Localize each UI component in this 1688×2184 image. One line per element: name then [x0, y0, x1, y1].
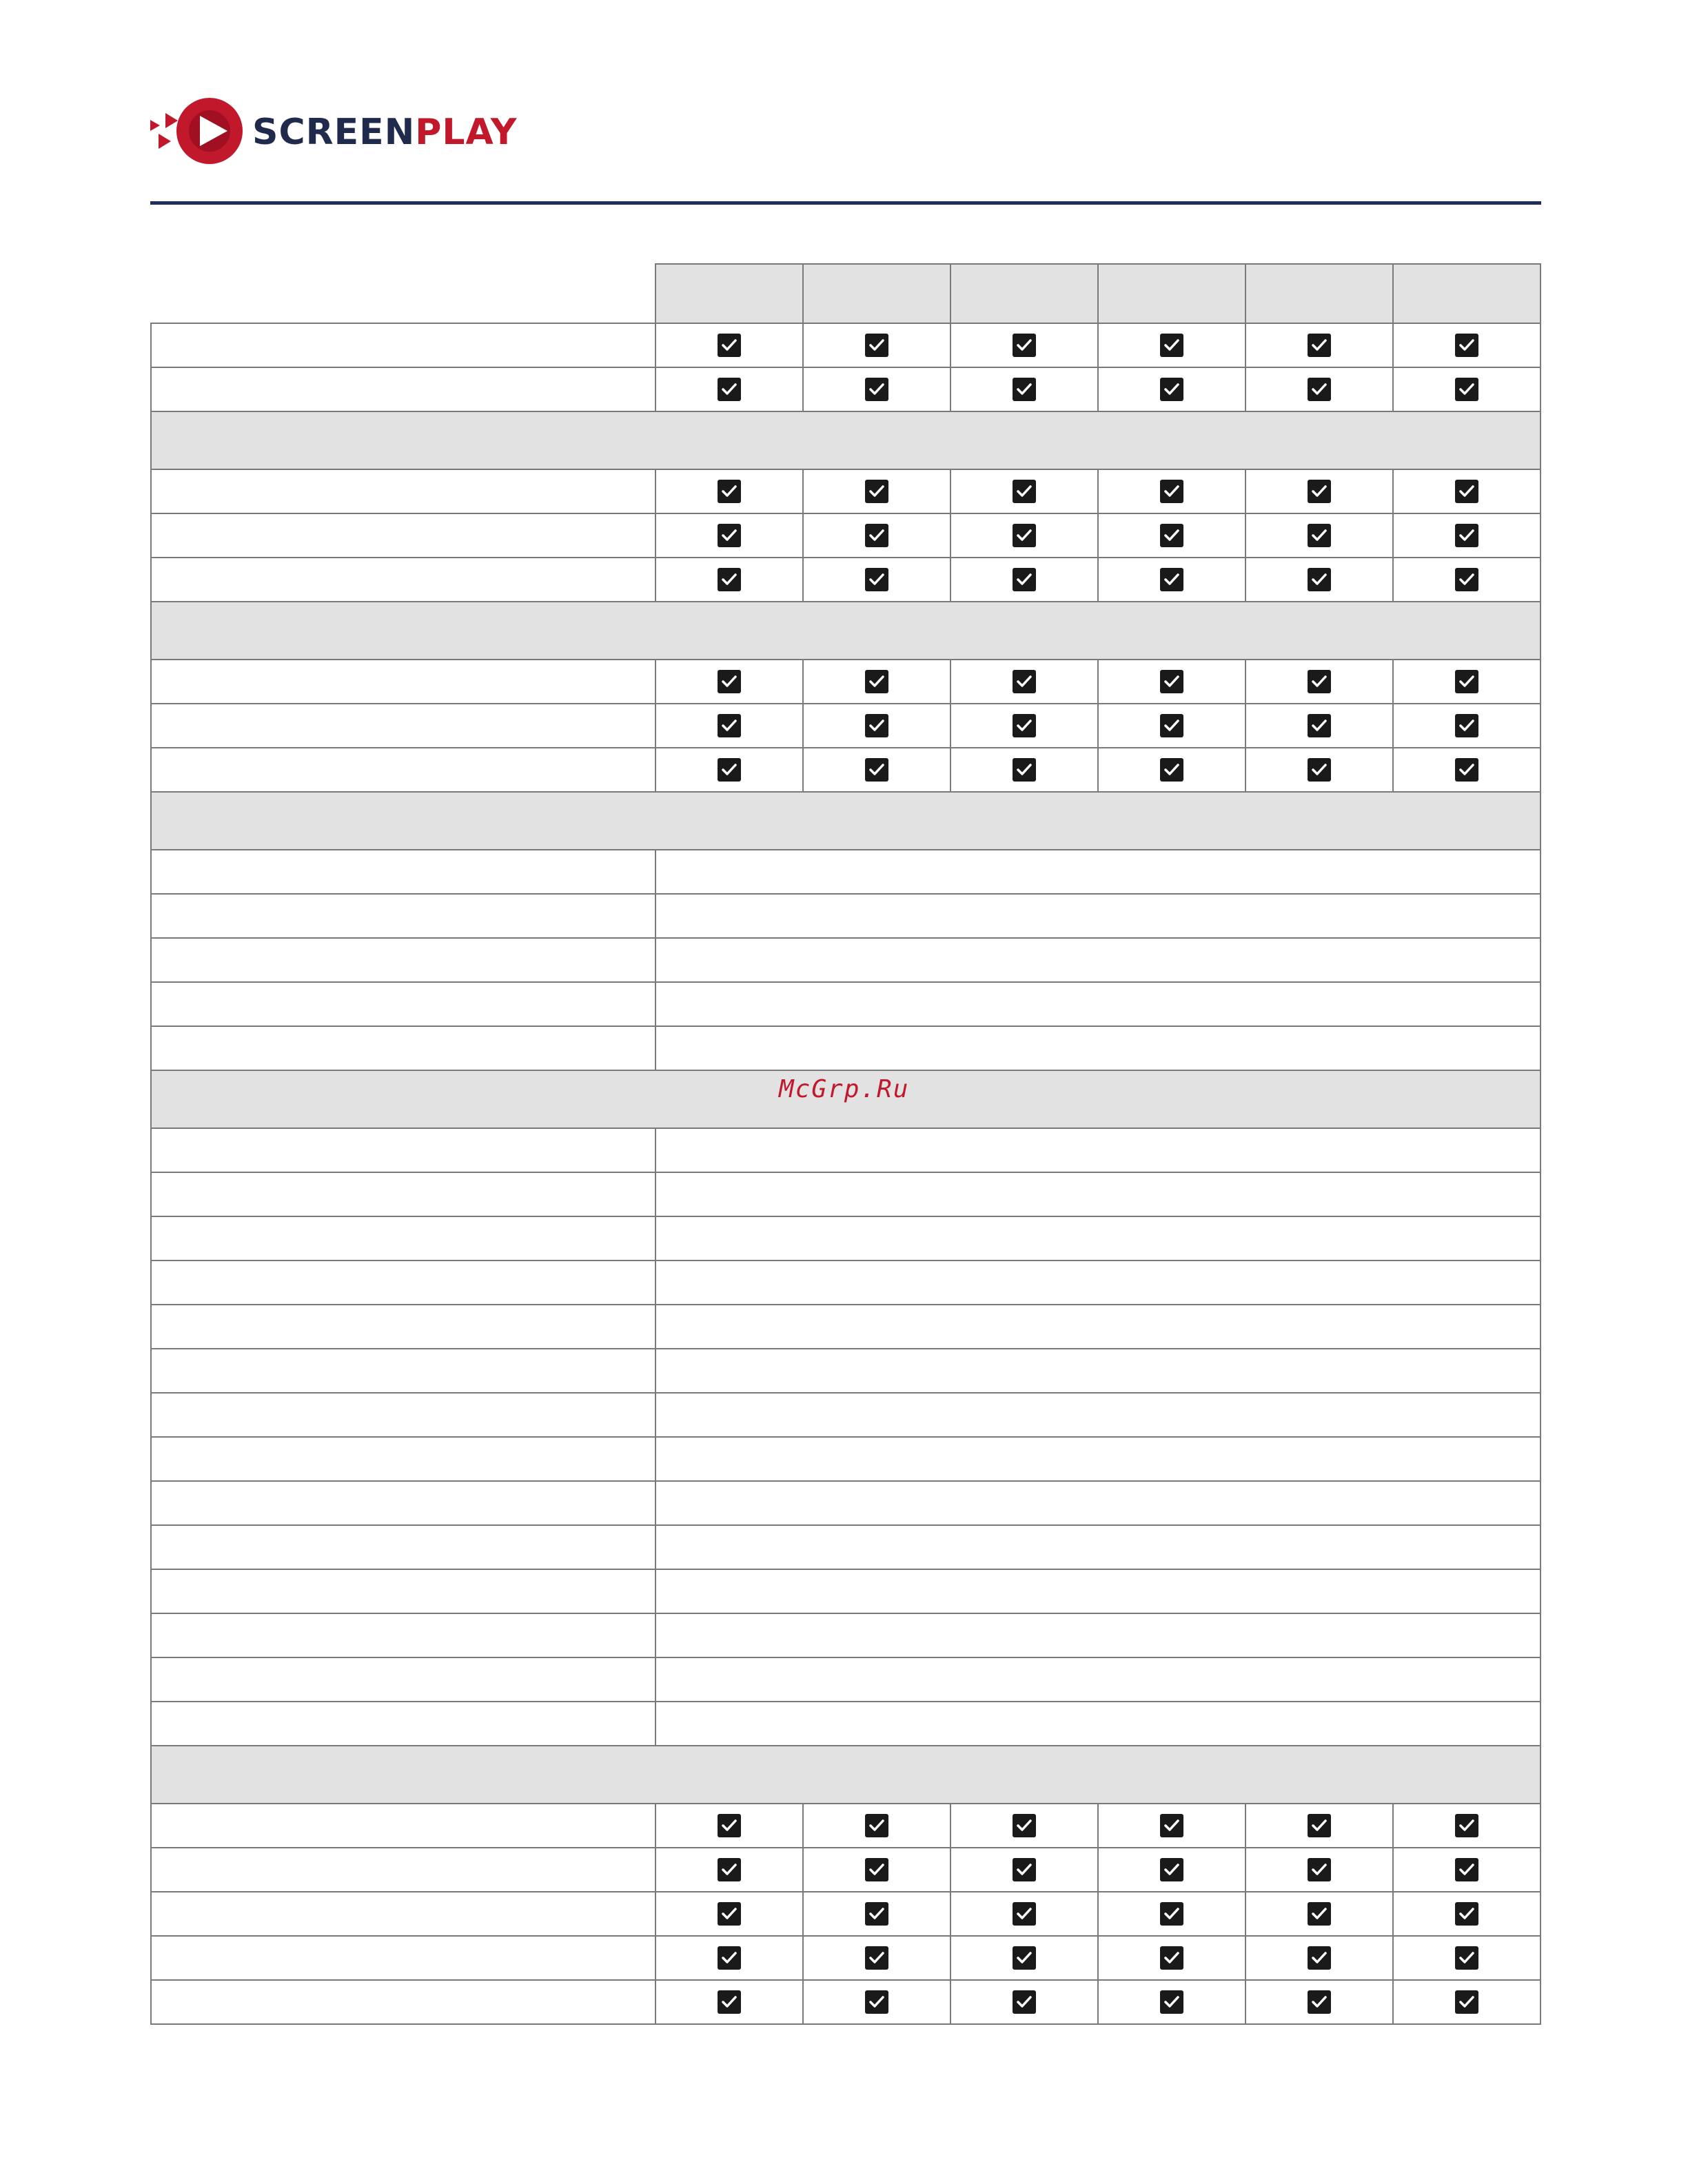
- checkbox-checked-icon: [1013, 378, 1036, 401]
- value-cell: [803, 748, 950, 792]
- feature-label-cell: [151, 938, 655, 982]
- checkbox-checked-icon: [718, 1814, 741, 1837]
- value-cell: [655, 558, 803, 602]
- table-row: [151, 513, 1540, 558]
- feature-label-cell: [151, 1261, 655, 1305]
- spanning-value-cell: [655, 1481, 1540, 1525]
- value-cell: [1098, 469, 1245, 513]
- checkbox-checked-icon: [718, 714, 741, 737]
- table-row: [151, 1437, 1540, 1481]
- value-cell: [1245, 367, 1393, 411]
- checkbox-checked-icon: [1455, 568, 1478, 591]
- table-row: [151, 850, 1540, 894]
- checkbox-checked-icon: [1160, 524, 1183, 547]
- feature-label-cell: [151, 1305, 655, 1349]
- checkbox-checked-icon: [1160, 1814, 1183, 1837]
- checkbox-checked-icon: [1160, 378, 1183, 401]
- checkbox-checked-icon: [865, 524, 888, 547]
- feature-label-cell: [151, 704, 655, 748]
- checkbox-checked-icon: [1455, 524, 1478, 547]
- table-row: [151, 558, 1540, 602]
- value-cell: [1393, 1892, 1540, 1936]
- brand-name-part2: PLAY: [415, 112, 518, 153]
- checkbox-checked-icon: [718, 568, 741, 591]
- table-row: [151, 1613, 1540, 1657]
- feature-label-cell: [151, 367, 655, 411]
- feature-label-cell: [151, 850, 655, 894]
- feature-label-cell: [151, 558, 655, 602]
- feature-label-cell: [151, 748, 655, 792]
- value-cell: [655, 513, 803, 558]
- value-cell: [803, 1980, 950, 2024]
- checkbox-checked-icon: [1013, 1902, 1036, 1926]
- table-row: [151, 1804, 1540, 1848]
- table-row: [151, 1525, 1540, 1569]
- section-header-row: [151, 1746, 1540, 1804]
- value-cell: [1393, 323, 1540, 367]
- checkbox-checked-icon: [1013, 334, 1036, 357]
- feature-label-cell: [151, 894, 655, 938]
- value-cell: [1098, 1936, 1245, 1980]
- checkbox-checked-icon: [1455, 1858, 1478, 1881]
- section-header-row: [151, 411, 1540, 469]
- checkbox-checked-icon: [865, 1814, 888, 1837]
- brand-name-part1: SCREEN: [252, 112, 416, 153]
- value-cell: [1245, 1804, 1393, 1848]
- checkbox-checked-icon: [1308, 714, 1331, 737]
- checkbox-checked-icon: [1308, 378, 1331, 401]
- checkbox-checked-icon: [1455, 378, 1478, 401]
- value-cell: [950, 323, 1098, 367]
- value-cell: [950, 748, 1098, 792]
- checkbox-checked-icon: [1013, 1814, 1036, 1837]
- table-row: [151, 1892, 1540, 1936]
- table-row: [151, 1702, 1540, 1746]
- checkbox-checked-icon: [1013, 670, 1036, 693]
- value-cell: [1098, 704, 1245, 748]
- value-cell: [1393, 1980, 1540, 2024]
- header-blank-cell: [151, 264, 655, 323]
- checkbox-checked-icon: [718, 524, 741, 547]
- watermark: McGrp.Ru: [779, 1075, 910, 1103]
- checkbox-checked-icon: [1013, 480, 1036, 503]
- value-cell: [1393, 513, 1540, 558]
- value-cell: [655, 704, 803, 748]
- checkbox-checked-icon: [718, 1902, 741, 1926]
- checkbox-checked-icon: [1160, 1902, 1183, 1926]
- checkbox-checked-icon: [1308, 480, 1331, 503]
- value-cell: [1393, 660, 1540, 704]
- value-cell: [950, 1980, 1098, 2024]
- checkbox-checked-icon: [1160, 480, 1183, 503]
- spanning-value-cell: [655, 1026, 1540, 1070]
- value-cell: [1393, 748, 1540, 792]
- feature-label-cell: [151, 1349, 655, 1393]
- table-row: [151, 469, 1540, 513]
- table-row: [151, 1349, 1540, 1393]
- value-cell: [1393, 1936, 1540, 1980]
- brand-logo: [150, 95, 536, 171]
- table-row: [151, 1980, 1540, 2024]
- spanning-value-cell: [655, 1393, 1540, 1437]
- table-row: [151, 938, 1540, 982]
- checkbox-checked-icon: [1013, 1858, 1036, 1881]
- table-row: [151, 660, 1540, 704]
- value-cell: [655, 660, 803, 704]
- table-body: [151, 323, 1540, 2024]
- value-cell: [803, 323, 950, 367]
- value-cell: [655, 367, 803, 411]
- table-header-row: [151, 264, 1540, 323]
- table-row: [151, 323, 1540, 367]
- checkbox-checked-icon: [865, 378, 888, 401]
- checkbox-checked-icon: [718, 758, 741, 782]
- table-row: [151, 1481, 1540, 1525]
- checkbox-checked-icon: [865, 758, 888, 782]
- spanning-value-cell: [655, 1525, 1540, 1569]
- table-row: [151, 1848, 1540, 1892]
- model-header-cell: [950, 264, 1098, 323]
- feature-label-cell: [151, 323, 655, 367]
- spanning-value-cell: [655, 982, 1540, 1026]
- checkbox-checked-icon: [718, 378, 741, 401]
- section-header-cell: [151, 792, 1540, 850]
- spec-comparison-table: [150, 263, 1541, 2025]
- value-cell: [950, 558, 1098, 602]
- checkbox-checked-icon: [1308, 670, 1331, 693]
- value-cell: [1098, 1980, 1245, 2024]
- checkbox-checked-icon: [1455, 670, 1478, 693]
- table-row: [151, 982, 1540, 1026]
- value-cell: [950, 1804, 1098, 1848]
- checkbox-checked-icon: [1455, 1814, 1478, 1837]
- feature-label-cell: [151, 1128, 655, 1172]
- feature-label-cell: [151, 513, 655, 558]
- checkbox-checked-icon: [718, 670, 741, 693]
- feature-label-cell: [151, 1437, 655, 1481]
- checkbox-checked-icon: [1308, 758, 1331, 782]
- table-row: [151, 1216, 1540, 1261]
- table-row: [151, 1657, 1540, 1702]
- value-cell: [1098, 558, 1245, 602]
- feature-label-cell: [151, 1172, 655, 1216]
- value-cell: [1245, 558, 1393, 602]
- spanning-value-cell: [655, 1172, 1540, 1216]
- value-cell: [950, 469, 1098, 513]
- value-cell: [1098, 323, 1245, 367]
- value-cell: [655, 748, 803, 792]
- value-cell: [655, 469, 803, 513]
- value-cell: [803, 469, 950, 513]
- value-cell: [1393, 1804, 1540, 1848]
- spanning-value-cell: [655, 1657, 1540, 1702]
- spanning-value-cell: [655, 1261, 1540, 1305]
- value-cell: [950, 1936, 1098, 1980]
- spanning-value-cell: [655, 894, 1540, 938]
- value-cell: [803, 660, 950, 704]
- checkbox-checked-icon: [1013, 1946, 1036, 1970]
- value-cell: [803, 1936, 950, 1980]
- checkbox-checked-icon: [1160, 1946, 1183, 1970]
- checkbox-checked-icon: [865, 480, 888, 503]
- checkbox-checked-icon: [1455, 758, 1478, 782]
- spanning-value-cell: [655, 1216, 1540, 1261]
- checkbox-checked-icon: [865, 1990, 888, 2014]
- value-cell: [803, 1848, 950, 1892]
- value-cell: [1393, 704, 1540, 748]
- value-cell: [655, 323, 803, 367]
- value-cell: [655, 1892, 803, 1936]
- feature-label-cell: [151, 1026, 655, 1070]
- checkbox-checked-icon: [1308, 1946, 1331, 1970]
- checkbox-checked-icon: [1308, 1814, 1331, 1837]
- table-row: [151, 1393, 1540, 1437]
- checkbox-checked-icon: [1308, 334, 1331, 357]
- play-logo-icon: [150, 95, 247, 171]
- checkbox-checked-icon: [1160, 758, 1183, 782]
- value-cell: [1098, 1848, 1245, 1892]
- value-cell: [950, 1892, 1098, 1936]
- spanning-value-cell: [655, 1128, 1540, 1172]
- checkbox-checked-icon: [1308, 1902, 1331, 1926]
- checkbox-checked-icon: [865, 334, 888, 357]
- section-header-cell: [151, 1746, 1540, 1804]
- value-cell: [950, 367, 1098, 411]
- value-cell: [655, 1848, 803, 1892]
- value-cell: [1098, 513, 1245, 558]
- feature-label-cell: [151, 1936, 655, 1980]
- checkbox-checked-icon: [1308, 1990, 1331, 2014]
- value-cell: [803, 558, 950, 602]
- checkbox-checked-icon: [1308, 1858, 1331, 1881]
- checkbox-checked-icon: [865, 1902, 888, 1926]
- value-cell: [950, 660, 1098, 704]
- checkbox-checked-icon: [1455, 1902, 1478, 1926]
- value-cell: [803, 704, 950, 748]
- table-row: [151, 1128, 1540, 1172]
- checkbox-checked-icon: [1455, 480, 1478, 503]
- checkbox-checked-icon: [1160, 1858, 1183, 1881]
- checkbox-checked-icon: [1455, 334, 1478, 357]
- table-row: [151, 1026, 1540, 1070]
- value-cell: [1393, 469, 1540, 513]
- table-row: [151, 1172, 1540, 1216]
- value-cell: [1245, 513, 1393, 558]
- table-row: [151, 367, 1540, 411]
- value-cell: [1393, 367, 1540, 411]
- feature-label-cell: [151, 469, 655, 513]
- value-cell: [950, 513, 1098, 558]
- value-cell: [1393, 558, 1540, 602]
- value-cell: [655, 1936, 803, 1980]
- value-cell: [950, 1848, 1098, 1892]
- model-header-cell: [1098, 264, 1245, 323]
- value-cell: [1245, 469, 1393, 513]
- feature-label-cell: [151, 1804, 655, 1848]
- table-row: [151, 704, 1540, 748]
- checkbox-checked-icon: [1160, 1990, 1183, 2014]
- checkbox-checked-icon: [1455, 1946, 1478, 1970]
- table-row: [151, 894, 1540, 938]
- feature-label-cell: [151, 660, 655, 704]
- value-cell: [950, 704, 1098, 748]
- checkbox-checked-icon: [1013, 758, 1036, 782]
- value-cell: [803, 367, 950, 411]
- table-row: [151, 1305, 1540, 1349]
- checkbox-checked-icon: [1160, 568, 1183, 591]
- feature-label-cell: [151, 1525, 655, 1569]
- checkbox-checked-icon: [1013, 568, 1036, 591]
- checkbox-checked-icon: [865, 670, 888, 693]
- feature-label-cell: [151, 1702, 655, 1746]
- checkbox-checked-icon: [1308, 568, 1331, 591]
- feature-label-cell: [151, 1393, 655, 1437]
- spanning-value-cell: [655, 938, 1540, 982]
- checkbox-checked-icon: [718, 480, 741, 503]
- value-cell: [1245, 323, 1393, 367]
- table-row: [151, 1569, 1540, 1613]
- spanning-value-cell: [655, 1437, 1540, 1481]
- checkbox-checked-icon: [1013, 524, 1036, 547]
- value-cell: [1098, 1804, 1245, 1848]
- table-row: [151, 748, 1540, 792]
- feature-label-cell: [151, 1216, 655, 1261]
- checkbox-checked-icon: [865, 568, 888, 591]
- value-cell: [1245, 1936, 1393, 1980]
- spanning-value-cell: [655, 850, 1540, 894]
- value-cell: [1245, 1980, 1393, 2024]
- feature-label-cell: [151, 982, 655, 1026]
- value-cell: [1393, 1848, 1540, 1892]
- value-cell: [1245, 748, 1393, 792]
- section-header-row: [151, 602, 1540, 660]
- checkbox-checked-icon: [1455, 714, 1478, 737]
- checkbox-checked-icon: [1160, 334, 1183, 357]
- value-cell: [1098, 1892, 1245, 1936]
- checkbox-checked-icon: [718, 334, 741, 357]
- spanning-value-cell: [655, 1702, 1540, 1746]
- feature-label-cell: [151, 1481, 655, 1525]
- value-cell: [655, 1980, 803, 2024]
- section-header-cell: [151, 411, 1540, 469]
- model-header-cell: [803, 264, 950, 323]
- table-row: [151, 1936, 1540, 1980]
- model-header-cell: [1245, 264, 1393, 323]
- value-cell: [1245, 660, 1393, 704]
- spanning-value-cell: [655, 1349, 1540, 1393]
- checkbox-checked-icon: [1160, 670, 1183, 693]
- spanning-value-cell: [655, 1305, 1540, 1349]
- value-cell: [1098, 367, 1245, 411]
- value-cell: [803, 1892, 950, 1936]
- header-divider: [150, 201, 1541, 205]
- checkbox-checked-icon: [1160, 714, 1183, 737]
- feature-label-cell: [151, 1980, 655, 2024]
- section-header-row: [151, 792, 1540, 850]
- value-cell: [1245, 704, 1393, 748]
- table-row: [151, 1261, 1540, 1305]
- model-header-cell: [1393, 264, 1540, 323]
- checkbox-checked-icon: [718, 1858, 741, 1881]
- value-cell: [1245, 1892, 1393, 1936]
- checkbox-checked-icon: [1308, 524, 1331, 547]
- value-cell: [803, 513, 950, 558]
- checkbox-checked-icon: [1013, 714, 1036, 737]
- spanning-value-cell: [655, 1569, 1540, 1613]
- checkbox-checked-icon: [865, 1946, 888, 1970]
- checkbox-checked-icon: [865, 1858, 888, 1881]
- model-header-cell: [655, 264, 803, 323]
- value-cell: [1098, 660, 1245, 704]
- checkbox-checked-icon: [718, 1946, 741, 1970]
- feature-label-cell: [151, 1613, 655, 1657]
- feature-label-cell: [151, 1892, 655, 1936]
- checkbox-checked-icon: [1455, 1990, 1478, 2014]
- feature-label-cell: [151, 1657, 655, 1702]
- section-header-cell: [151, 602, 1540, 660]
- value-cell: [803, 1804, 950, 1848]
- checkbox-checked-icon: [1013, 1990, 1036, 2014]
- value-cell: [655, 1804, 803, 1848]
- feature-label-cell: [151, 1569, 655, 1613]
- spanning-value-cell: [655, 1613, 1540, 1657]
- checkbox-checked-icon: [865, 714, 888, 737]
- value-cell: [1098, 748, 1245, 792]
- checkbox-checked-icon: [718, 1990, 741, 2014]
- brand-name: [252, 112, 517, 153]
- feature-label-cell: [151, 1848, 655, 1892]
- value-cell: [1245, 1848, 1393, 1892]
